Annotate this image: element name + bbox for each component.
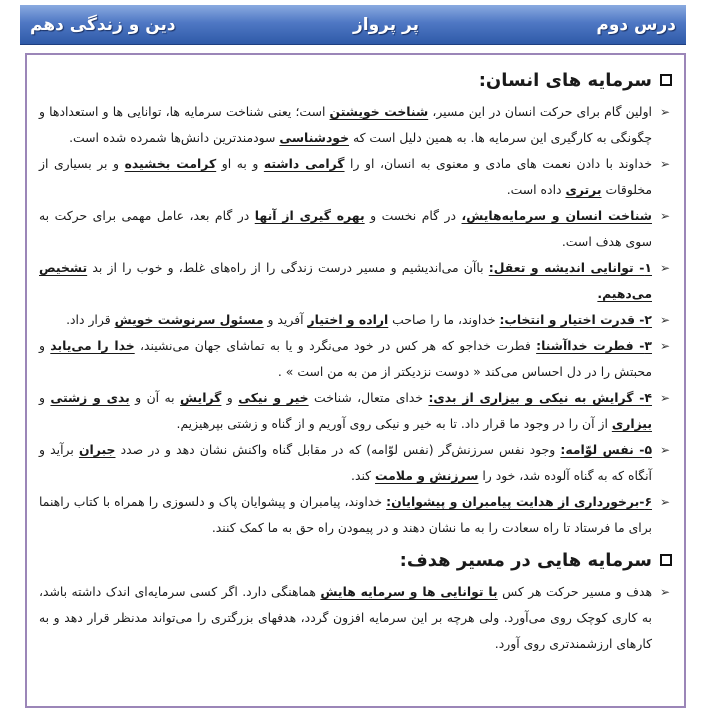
book-title: دین و زندگی دهم [30, 14, 176, 35]
key-term: مسئول سرنوشت خویش [114, 312, 264, 327]
body-text: باآن می‌اندیشیم و مسیر درست زندگی را از راه‌های غلط، و خوب را از بد [87, 260, 489, 275]
page-header [20, 5, 686, 45]
key-term: تشخیص می‌دهیم. [39, 260, 652, 301]
key-term: شناخت انسان و سرمایه‌هایش، [461, 208, 652, 223]
body-text: کند. [351, 468, 376, 483]
body-text: در گام بعد، عامل مهمی برای حرکت به سوی هدف است. [39, 208, 652, 249]
bullet-item [39, 489, 672, 541]
arrow-bullet-icon: ➢ [659, 261, 670, 275]
bullet-item [39, 385, 672, 437]
body-text: داده است. [506, 182, 566, 197]
arrow-bullet-icon: ➢ [659, 585, 670, 599]
key-term: ۲- قدرت اختیار و انتخاب: [499, 312, 652, 327]
lesson-number: درس دوم [596, 14, 676, 35]
body-text: وجود نفس سرزنش‌گر (نفس لوّامه) که در مقابل گناه واکنش نشان دهد و در صدد [115, 442, 561, 457]
key-term: ۳- فطرت خداآشنا: [536, 338, 652, 353]
arrow-bullet-icon: ➢ [659, 157, 670, 171]
body-text: هماهنگی دارد. اگر کسی سرمایه‌ای اندک داشته باشد، به کاری کوچک روی می‌آورد. ولی هرچه بر این سرمایه افزون گردد، هدفهای بزرگتری را می‌تواند مدنظر قرار دهد و به کارهای ارزشمندتری روی آورد. [39, 584, 652, 651]
bullet-item [39, 333, 672, 385]
key-term: ۴- گرایش به نیکی و بیزاری از بدی: [428, 390, 652, 405]
key-term: ۱- توانایی اندیشه و تعقل: [488, 260, 652, 275]
key-term: ۵- نفس لوّامه: [560, 442, 653, 457]
key-term: برتری [565, 182, 602, 197]
body-text: از آن را در وجود ما قرار داد. تا به خیر و نیکی روی آوریم و از گناه و زشتی بپرهیزیم. [176, 416, 612, 431]
section-title: سرمایه هایی در مسیر هدف: [399, 549, 652, 571]
key-term: گرامی داشته [263, 156, 345, 171]
arrow-bullet-icon: ➢ [659, 209, 670, 223]
key-term: کرامت بخشیده [124, 156, 217, 171]
arrow-bullet-icon: ➢ [659, 339, 670, 353]
arrow-bullet-icon: ➢ [659, 313, 670, 327]
body-text: سودمندترین دانش‌ها شمرده شده است. [69, 130, 280, 145]
bullet-item [39, 437, 672, 489]
key-term: خودشناسی [279, 130, 350, 145]
section-title: سرمایه های انسان: [478, 69, 652, 91]
key-term: بدی و زشتی [50, 390, 130, 405]
body-text: و بر بسیاری از مخلوقات [39, 156, 652, 197]
key-term: بهره گیری از آنها [254, 208, 365, 223]
bullet-item [39, 99, 672, 151]
section-heading [39, 545, 672, 575]
body-text: به آن و [129, 390, 181, 405]
checkbox-square-icon [660, 554, 672, 566]
bullet-item [39, 255, 672, 307]
body-text: و [39, 390, 51, 405]
key-term: اراده و اختیار [307, 312, 389, 327]
key-term: خیر و نیکی [238, 390, 309, 405]
body-text: فطرت خداجو که هر کس در خود می‌نگرد و یا به تماشای جهان می‌نشیند، [134, 338, 537, 353]
key-term: با توانایی ها و سرمایه هایش [320, 584, 498, 599]
arrow-bullet-icon: ➢ [659, 443, 670, 457]
body-text: قرار داد. [66, 312, 115, 327]
body-text: خدای متعال، شناخت [308, 390, 429, 405]
key-term: شناخت خویشتن [329, 104, 429, 119]
lesson-title: پر پرواز [353, 14, 420, 35]
body-text: در گام نخست و [364, 208, 462, 223]
body-text: و محبتش را در دل احساس می‌کند « دوست نزدیکتر از من به من است » . [39, 338, 652, 379]
body-text: و به او [216, 156, 264, 171]
key-term: جبران [78, 442, 116, 457]
key-term: سرزنش و ملامت [375, 468, 479, 483]
body-text: اولین گام برای حرکت انسان در این مسیر، [428, 104, 652, 119]
bullet-item [39, 307, 672, 333]
arrow-bullet-icon: ➢ [659, 105, 670, 119]
arrow-bullet-icon: ➢ [659, 391, 670, 405]
body-text: و [221, 390, 239, 405]
checkbox-square-icon [660, 74, 672, 86]
body-text: خداوند، پیامبران و پیشوایان پاک و دلسوزی را همراه با کتاب راهنما برای ما فرستاد تا راه سعادت را به ما نشان دهند و در پیمودن راه حق به ما کمک کنند. [39, 494, 652, 535]
arrow-bullet-icon: ➢ [659, 495, 670, 509]
body-text: خداوند با دادن نعمت های مادی و معنوی به انسان، او را [344, 156, 652, 171]
section-heading [39, 65, 672, 95]
key-term: بیزاری [611, 416, 652, 431]
bullet-item [39, 579, 672, 657]
body-text: برآید و آنگاه که به گناه آلوده شد، خود را [39, 442, 652, 483]
body-text: آفرید و [263, 312, 308, 327]
key-term: خدا را می‌یابد [50, 338, 135, 353]
content-panel [25, 53, 686, 708]
bullet-item [39, 151, 672, 203]
body-text: هدف و مسیر حرکت هر کس [497, 584, 652, 599]
body-text: خداوند، ما را صاحب [388, 312, 500, 327]
key-term: گرایش [180, 390, 222, 405]
bullet-item [39, 203, 672, 255]
body-text: است؛ یعنی شناخت سرمایه ها، توانایی ها و استعدادها و چگونگی به کارگیری این سرمایه ها. به همین دلیل است که [39, 104, 652, 145]
key-term: ۶-برخورداری از هدایت پیامبران و پیشوایان: [386, 494, 653, 509]
